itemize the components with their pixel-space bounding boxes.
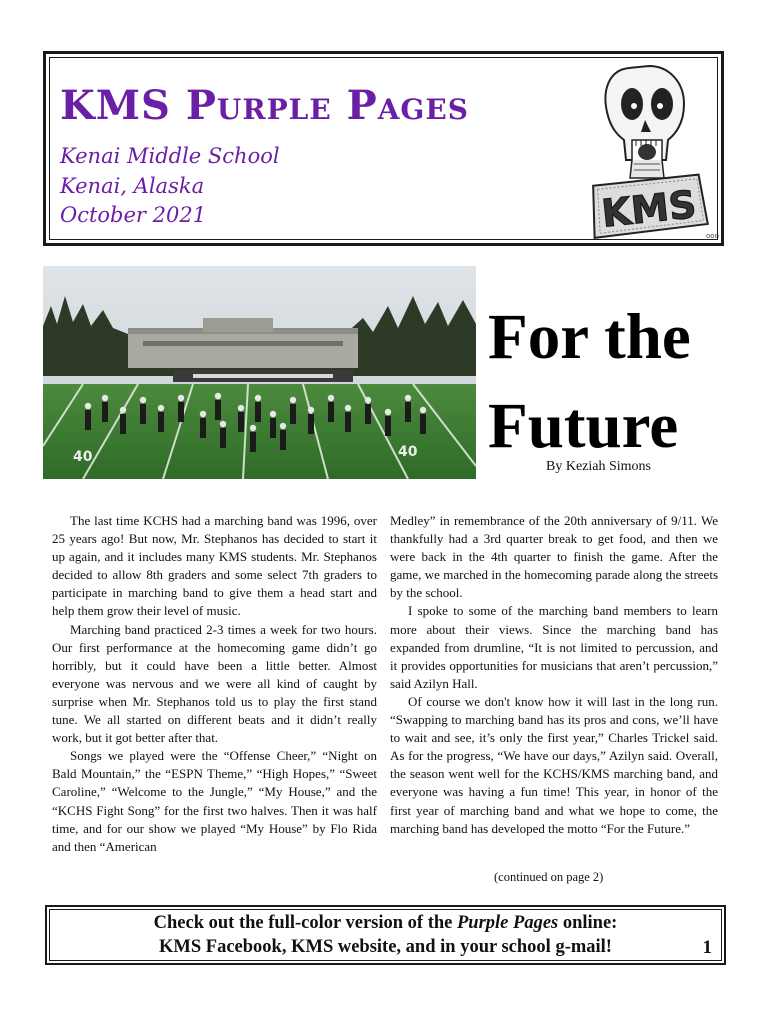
article-paragraph: Medley” in remembrance of the 20th anniversary of 9/11. We thankfully had a 3rd quarter break to get food, and then we were back in the 4th quarter to finish the game. After the game, we marched in the homecoming parade along the streets by the school. (390, 513, 718, 601)
band-member-hat (120, 407, 126, 413)
footer-line-2: KMS Facebook, KMS website, and in your school g-mail! (159, 937, 612, 957)
band-member-hat (420, 407, 426, 413)
band-member-hat (238, 405, 244, 411)
article-paragraph: Marching band practiced 2-3 times a week for two hours. Our first performance at the homecoming game didn’t go horribly, but it could have been a little better. Almost everyone was nervous and we were all kind of caught by surprise when Mr. Stephanos told us to play the first stand tune. We all started on different beats and it didn’t really work, but it got better after that. (52, 621, 377, 746)
footer-line-1 (47, 913, 724, 934)
band-member (385, 416, 391, 436)
masthead (43, 51, 724, 246)
band-member (238, 412, 244, 432)
svg-text:40: 40 (398, 444, 418, 460)
band-member (220, 428, 226, 448)
band-member (420, 414, 426, 434)
band-member (120, 414, 126, 434)
headline-line-1: For the (488, 301, 691, 373)
mascot-kms-text: KMS (599, 182, 699, 236)
band-member (215, 400, 221, 420)
article-paragraph: Of course we don't know how it will last in the long run. “Swapping to marching band has its pros and cons, we’ll have to wait and see, it’s only the first year,” Charles Trickel said. As for the progress, “We have our days,” Azilyn said. Overall, the season went well for the KCHS/KMS marching band, and everyone was having a fun time! This year, in honor of the first year of marching band and what we hope to come, the marching band has developed the motto “For the Future.” (390, 693, 718, 836)
band-member-hat (215, 393, 221, 399)
article-column-left (52, 512, 377, 856)
article-paragraph: The last time KCHS had a marching band was 1996, over 25 years ago! But now, Mr. Stephanos has decided to start it up again, and it includes many KMS students. Mr. Stephanos decided to allow 8th graders and some select 7th graders to participate in marching band to give them a head start and help them grow their level of music. (52, 513, 377, 619)
band-member (280, 430, 286, 450)
band-member-hat (405, 395, 411, 401)
headline-line-2: Future (488, 390, 679, 462)
svg-text:40: 40 (73, 449, 93, 465)
footer-line-1-suffix: online: (558, 913, 618, 933)
article-paragraph: Songs we played were the “Offense Cheer,” “Night on Bald Mountain,” the “ESPN Theme,” “High Hopes,” “Sweet Caroline,” “Welcome to the Jungle,” “My House,” and the “KCHS Fight Song” for the first two halves. Then it was half time, and for our show we played “My House” by Flo Rida and then “American (52, 748, 377, 854)
band-member-hat (290, 397, 296, 403)
band-member-hat (178, 395, 184, 401)
band-member (102, 402, 108, 422)
issue-date: October 2021 (60, 203, 207, 227)
footer-line-1-prefix: Check out the full-color version of the (153, 913, 457, 933)
band-member-hat (200, 411, 206, 417)
newsletter-title: KMS Purple Pages (60, 82, 469, 129)
band-member (270, 418, 276, 438)
band-member-hat (102, 395, 108, 401)
band-member-hat (140, 397, 146, 403)
school-name: Kenai Middle School (60, 144, 280, 168)
band-member (140, 404, 146, 424)
band-member (365, 404, 371, 424)
band-member (308, 414, 314, 434)
band-member (178, 402, 184, 422)
byline: By Keziah Simons (546, 459, 651, 474)
band-member (255, 402, 261, 422)
band-member-hat (250, 425, 256, 431)
school-location: Kenai, Alaska (60, 174, 205, 198)
article-headline (488, 293, 728, 471)
skull-mascot-icon (574, 60, 724, 242)
band-member-hat (308, 407, 314, 413)
band-member-hat (385, 409, 391, 415)
footer-publication-name: Purple Pages (457, 913, 559, 933)
band-member-hat (365, 397, 371, 403)
band-member-hat (158, 405, 164, 411)
continued-note: (continued on page 2) (494, 870, 604, 884)
band-member (158, 412, 164, 432)
marching-band-photo (43, 266, 476, 479)
band-member (200, 418, 206, 438)
band-member (290, 404, 296, 424)
band-member (405, 402, 411, 422)
band-member-hat (220, 421, 226, 427)
page-number: 1 (702, 937, 712, 958)
article-paragraph: I spoke to some of the marching band members to learn more about their views. Since the marching band has expanded from drumline, “It is not limited to percussion, and it provides opportunities for musicians that aren’t percussion,” said Azilyn Hall. (390, 603, 718, 691)
band-member-hat (85, 403, 91, 409)
footer-box (45, 905, 726, 965)
band-member-hat (328, 395, 334, 401)
band-member-hat (280, 423, 286, 429)
article-column-right (390, 512, 718, 838)
band-member (345, 412, 351, 432)
svg-text:ooo: ooo (706, 232, 719, 240)
band-member (85, 410, 91, 430)
band-member-hat (345, 405, 351, 411)
band-member-hat (255, 395, 261, 401)
band-member (250, 432, 256, 452)
band-member (328, 402, 334, 422)
band-member-hat (270, 411, 276, 417)
